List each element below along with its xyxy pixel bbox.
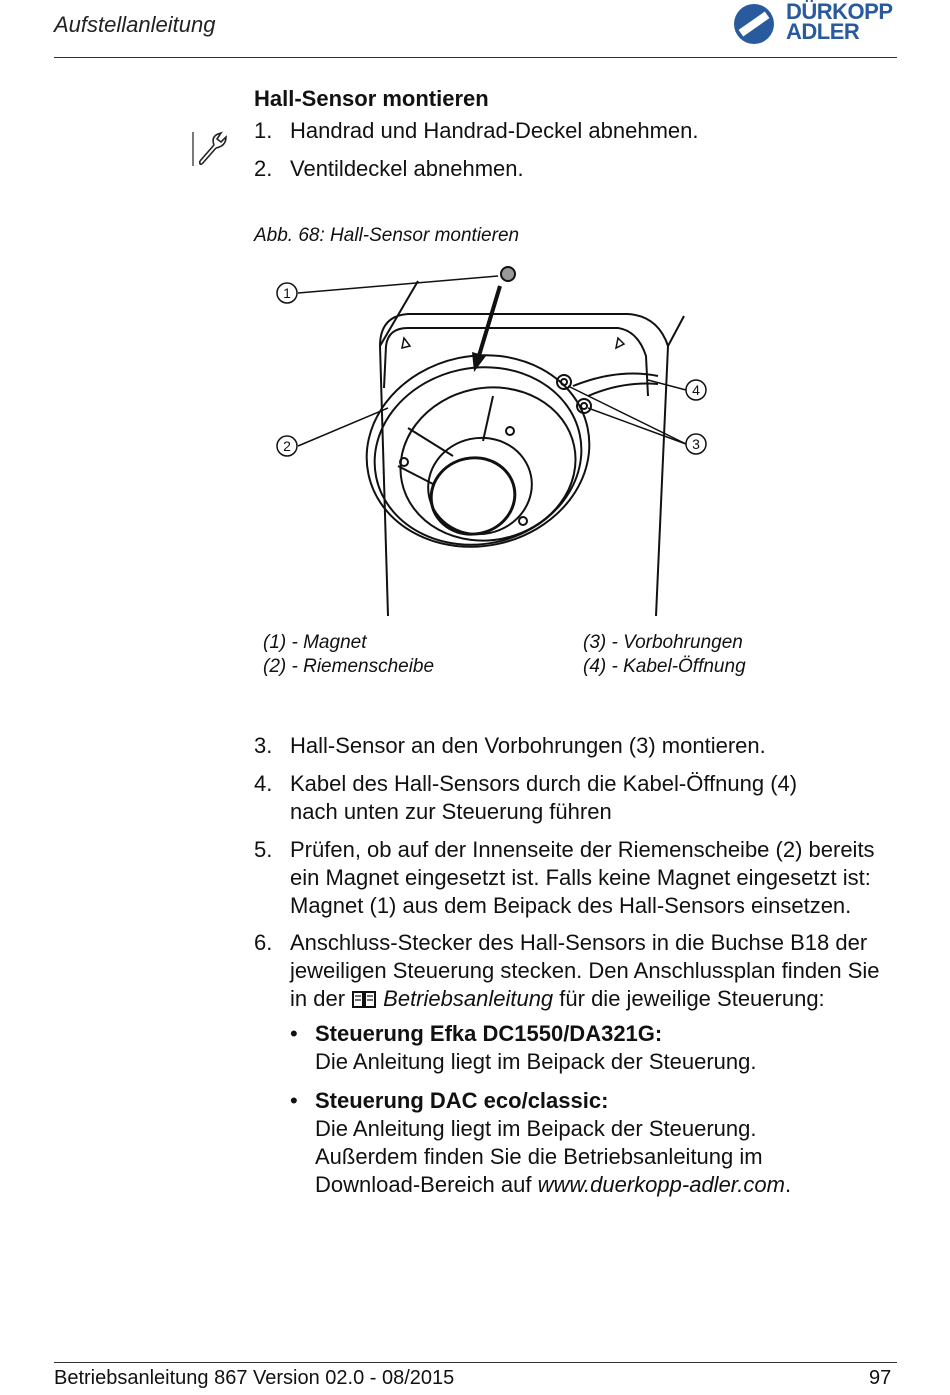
- brand-logo-text: [786, 2, 893, 42]
- callout-1: 1: [283, 285, 291, 301]
- step-text: Hall-Sensor an den Vorbohrungen (3) montieren.: [290, 733, 766, 758]
- step-text-suffix: für die jeweilige Steuerung:: [553, 986, 825, 1011]
- step-item: [254, 732, 894, 760]
- bullet-text-prefix: Download-Bereich auf: [315, 1172, 538, 1197]
- step-item: [254, 929, 914, 1013]
- legend-item: (3) - Vorbohrungen: [583, 632, 743, 653]
- callout-3: 3: [692, 436, 700, 452]
- bullet-dot: •: [290, 1088, 298, 1113]
- header-divider: [54, 57, 897, 58]
- step-text: ein Magnet eingesetzt ist. Falls keine Magnet eingesetzt ist:: [290, 865, 871, 890]
- hall-sensor-figure: [258, 256, 728, 624]
- footer-document-info: Betriebsanleitung 867 Version 02.0 - 08/2015: [54, 1367, 455, 1389]
- footer-divider: [54, 1362, 897, 1363]
- step-text: [290, 985, 825, 1013]
- header-title: Aufstellanleitung: [54, 12, 216, 37]
- bullet-dot: •: [290, 1021, 298, 1046]
- step-text: Anschluss-Stecker des Hall-Sensors in die Buchse B18 der: [290, 930, 868, 955]
- bullet-text: Außerdem finden Sie die Betriebsanleitung im: [315, 1144, 763, 1169]
- step-text: Magnet (1) aus dem Beipack des Hall-Sensors einsetzen.: [290, 893, 852, 918]
- step-text: Kabel des Hall-Sensors durch die Kabel-Öffnung (4): [290, 771, 798, 796]
- step-item: [254, 770, 894, 826]
- bullet-text: Die Anleitung liegt im Beipack der Steuerung.: [315, 1049, 757, 1074]
- legend-item: (4) - Kabel-Öffnung: [583, 656, 746, 677]
- page-number: 97: [869, 1367, 892, 1389]
- logo-line-1: DÜRKOPP: [786, 0, 893, 24]
- step-number: 2.: [254, 156, 273, 181]
- step-item: [254, 117, 854, 145]
- step-text-prefix: in der: [290, 986, 352, 1011]
- bullet-heading: Steuerung DAC eco/classic:: [315, 1088, 609, 1113]
- bullet-text: Die Anleitung liegt im Beipack der Steuerung.: [315, 1116, 757, 1141]
- step-item: [254, 836, 914, 920]
- step-number: 3.: [254, 733, 273, 758]
- step-text: Prüfen, ob auf der Innenseite der Riemenscheibe (2) bereits: [290, 837, 875, 862]
- bullet-item: [290, 1020, 890, 1076]
- step-number: 1.: [254, 118, 273, 143]
- step-item: [254, 155, 854, 183]
- step-text: nach unten zur Steuerung führen: [290, 799, 612, 824]
- callout-2: 2: [283, 438, 291, 454]
- step-number: 4.: [254, 771, 273, 796]
- legend-item: (2) - Riemenscheibe: [263, 656, 435, 677]
- website-link[interactable]: www.duerkopp-adler.com: [537, 1172, 785, 1197]
- logo-line-2: ADLER: [786, 19, 860, 44]
- step-text: Handrad und Handrad-Deckel abnehmen.: [290, 118, 699, 143]
- bullet-item: [290, 1087, 890, 1199]
- book-icon: [351, 989, 377, 1009]
- step-number: 6.: [254, 930, 273, 955]
- bullet-heading: Steuerung Efka DC1550/DA321G:: [315, 1021, 663, 1046]
- manual-reference: Betriebsanleitung: [383, 986, 554, 1011]
- bullet-text-suffix: .: [784, 1172, 792, 1197]
- bullet-text: [315, 1171, 791, 1199]
- wrench-icon: [190, 128, 230, 168]
- section-title: Hall-Sensor montieren: [254, 86, 489, 111]
- legend-item: (1) - Magnet: [263, 632, 367, 653]
- step-text: Ventildeckel abnehmen.: [290, 156, 524, 181]
- figure-caption: Abb. 68: Hall-Sensor montieren: [254, 225, 520, 246]
- callout-4: 4: [692, 382, 700, 398]
- step-text: jeweiligen Steuerung stecken. Den Anschlussplan finden Sie: [290, 958, 880, 983]
- step-number: 5.: [254, 837, 273, 862]
